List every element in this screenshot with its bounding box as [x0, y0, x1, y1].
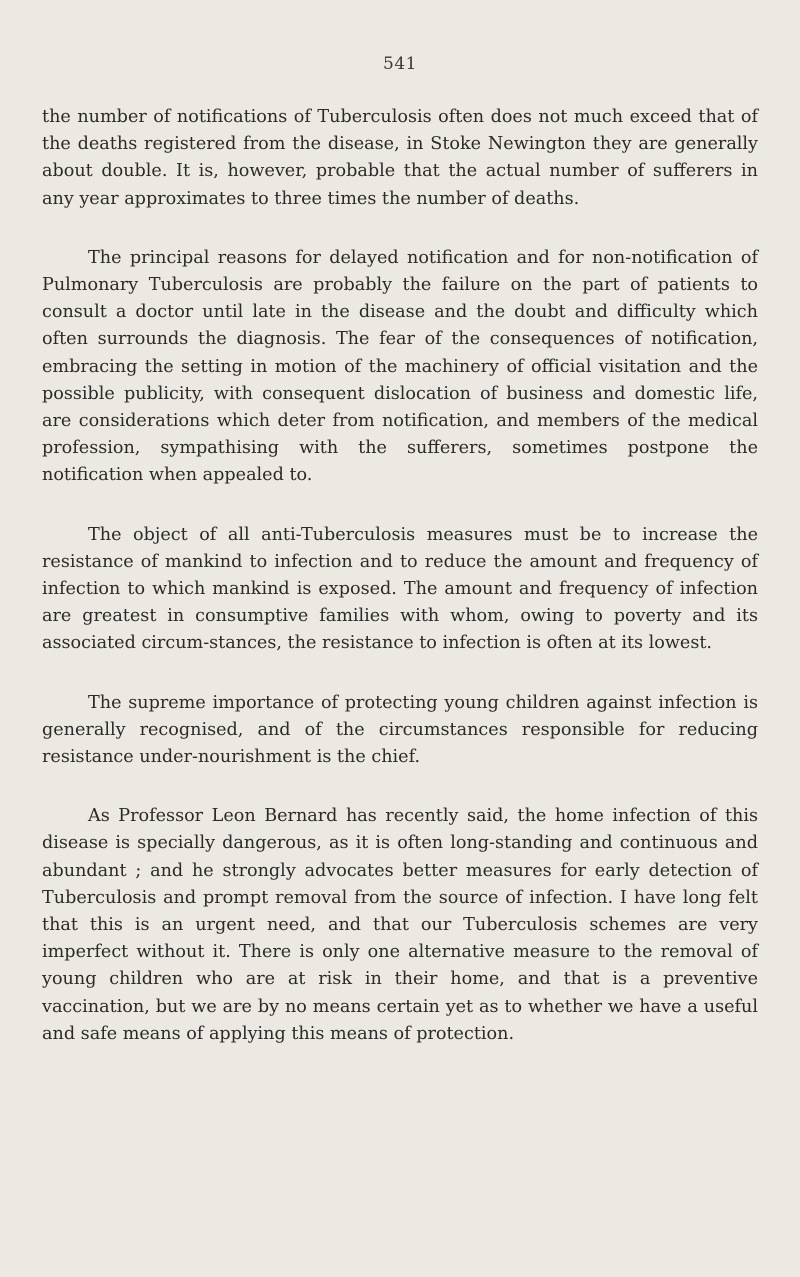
paragraph-continued: the number of notifications of Tuberculosis often does not much exceed that of the deaths registered from the disease, in Stoke Newington they are generally about double. It is, however, probable that the actual number of sufferers in any year approximates to three times the number of deaths. [42, 107, 758, 209]
paragraph-home-infection: As Professor Leon Bernard has recently said, the home infection of this disease is specially dangerous, as it is often long-standing and continuous and abundant ; and he strongly advocates better measures for early detection of Tuberculosis and prompt removal from the source of infection. I have long felt that this is an urgent need, and that our Tuberculosis schemes are very imperfect without it. There is only one alternative measure to the removal of young children who are at risk in their home, and that is a preventive vaccination, but we are by no means certain yet as to whether we have a useful and safe means of applying this means of protection. [42, 806, 758, 1044]
paragraph-notification-reasons: The principal reasons for delayed notification and for non-notification of Pulmonary Tuberculosis are probably the failure on the part of patients to consult a doctor until late in the disease and the doubt and difficulty which often surrounds the diagnosis. The fear of the consequences of notification, embracing the setting in motion of the machinery of official visitation and the possible publicity, with consequent dislocation of business and domestic life, are considerations which deter from notification, and members of the medical profession, sympathising with the sufferers, sometimes postpone the notification when appealed to. [42, 247, 758, 486]
paragraph-anti-tuberculosis-measures: The object of all anti-Tuberculosis measures must be to increase the resistance of mankind to infection and to reduce the amount and frequency of infection to which mankind is exposed. The amount and frequency of infection are greatest in consumptive families with whom, owing to poverty and its associated circum-stances, the resistance to infection is often at its lowest. [42, 524, 758, 654]
body-text [42, 104, 758, 1080]
page-number: 541 [383, 54, 417, 74]
paragraph-protecting-children: The supreme importance of protecting young children against infection is generally recognised, and of the circumstances responsible for reducing resistance under-nourishment is the chief. [42, 692, 758, 768]
